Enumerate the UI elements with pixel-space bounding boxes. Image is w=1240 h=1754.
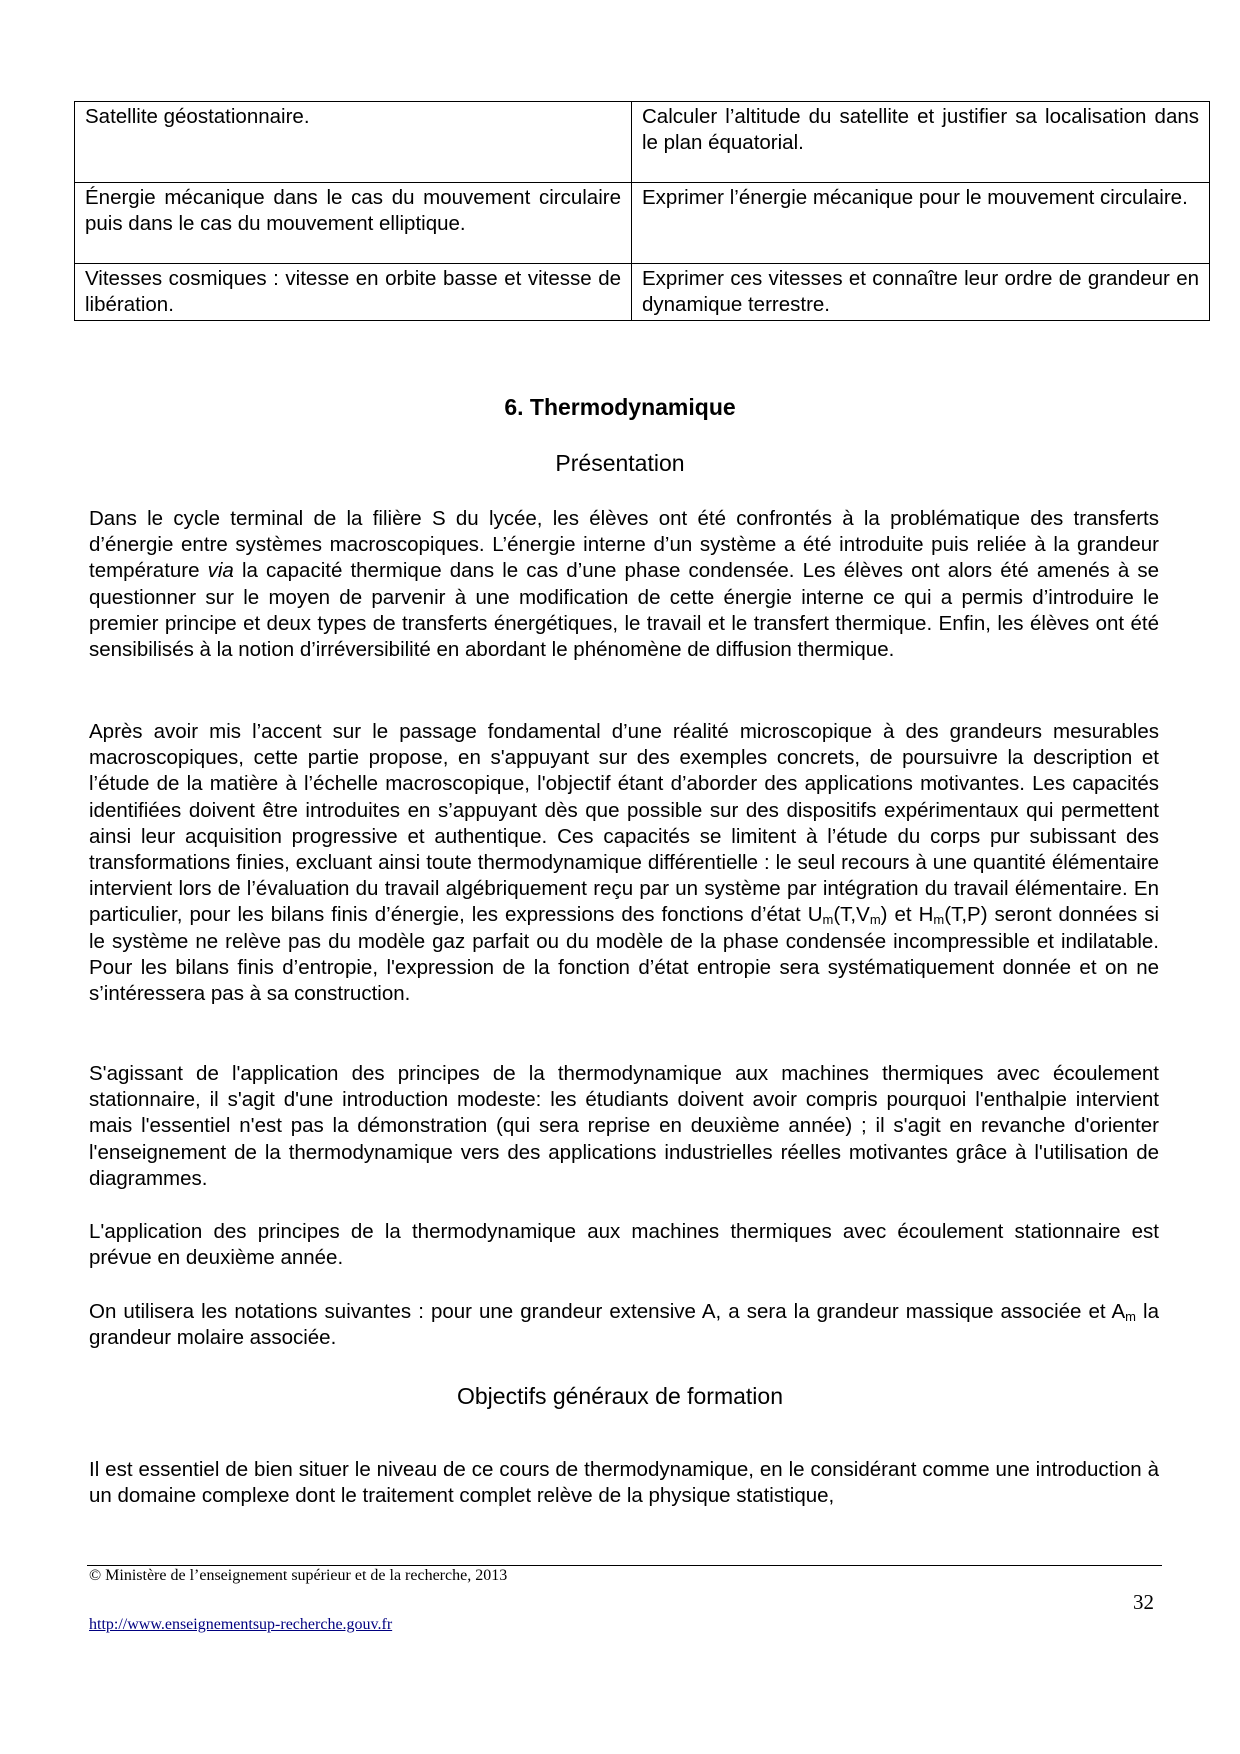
objectives-heading: Objectifs généraux de formation [456, 1383, 783, 1409]
presentation-heading: Présentation [555, 450, 685, 476]
paragraph-text: L'application des principes de la thermodynamique aux machines thermiques avec écoulement stationnaire est prévue en deuxième année. [89, 1220, 1159, 1270]
table-cell-capacity: Calculer l’altitude du satellite et justifier sa localisation dans le plan équatorial. [632, 102, 1210, 183]
paragraph-italic: via [207, 559, 234, 583]
table-cell-notion: Énergie mécanique dans le cas du mouvement circulaire puis dans le cas du mouvement elliptique. [75, 183, 632, 264]
paragraph-text: Après avoir mis l’accent sur le passage fondamental d’une réalité microscopique à des grandeurs mesurables macroscopiques, cette partie propose, en s'appuyant sur des exemples concrets, de poursuivre la description et l’étude de la matière à l’échelle macroscopique, l'objectif étant d’aborder des applications motivantes. Les capacités identifiées doivent être introduites en s’appuyant dès que possible sur des dispositifs expérimentaux qui permettent ainsi leur acquisition progressive et authentique. Ces capacités se limitent à l’étude du corps pur subissant des transformations finies, excluant ainsi toute thermodynamique différentielle : le seul recours à une quantité élémentaire intervient lors de l’évaluation du travail algébriquement reçu par un système par intégration du travail élémentaire. En particulier, pour les bilans finis d’énergie, les expressions des fonctions d’état U [89, 720, 1159, 927]
paragraph [89, 719, 1159, 1007]
paragraph [89, 1219, 1159, 1271]
table-cell-capacity: Exprimer l’énergie mécanique pour le mouvement circulaire. [632, 183, 1210, 264]
footer-copyright: © Ministère de l’enseignement supérieur et de la recherche, 2013 [89, 1567, 508, 1584]
footer-link[interactable]: http://www.enseignementsup-recherche.gouv.fr [89, 1616, 393, 1633]
subscript: m [869, 912, 881, 928]
table-cell-notion: Satellite géostationnaire. [75, 102, 632, 183]
paragraph [89, 1457, 1159, 1509]
paragraph [89, 1061, 1159, 1192]
section-title: 6. Thermodynamique [504, 394, 736, 420]
paragraph [89, 1299, 1159, 1351]
paragraph-text: On utilisera les notations suivantes : pour une grandeur extensive A, a sera la grandeur massique associée et A [89, 1300, 1126, 1323]
paragraph-text: Dans le cycle terminal de la filière S du lycée, les élèves ont été confrontés à la problématique des transferts d’énergie entre systèmes macroscopiques. L’énergie interne d’un système a été introduite puis reliée à la grandeur température [89, 507, 1159, 583]
subscript: m [822, 912, 834, 928]
subscript: m [1125, 1309, 1136, 1324]
paragraph-text: (T,P) seront données si le système ne relève pas du modèle gaz parfait ou du modèle de la phase condensée incompressible et indilatable. Pour les bilans finis d’entropie, l'expression de la fonction d’état entropie sera systématiquement donnée et on ne s’intéressera pas à sa construction. [89, 903, 1160, 1006]
paragraph [89, 506, 1159, 663]
paragraph-text: ) et H [880, 903, 934, 927]
paragraph-text: la capacité thermique dans le cas d’une phase condensée. Les élèves ont alors été amenés à se questionner sur le moyen de parvenir à une modification de cette énergie interne ce qui a permis d’introduire le premier principe et deux types de transferts énergétiques, le travail et le transfert thermique. Enfin, les élèves ont été sensibilisés à la notion d’irréversibilité en abordant le phénomène de diffusion thermique. [89, 559, 1159, 662]
table-row [75, 183, 1210, 264]
paragraph-text: la grandeur molaire associée. [89, 1300, 1159, 1350]
paragraph-text: S'agissant de l'application des principes de la thermodynamique aux machines thermiques avec écoulement stationnaire, il s'agit d'une introduction modeste: les étudiants doivent avoir compris pourquoi l'enthalpie intervient mais l'essentiel n'est pas la démonstration (qui sera reprise en deuxième année) ; il s'agit en revanche d'orienter l'enseignement de la thermodynamique vers des applications industrielles réelles motivantes grâce à l'utilisation de diagrammes. [89, 1062, 1159, 1190]
page-number: 32 [1133, 1590, 1154, 1614]
table-row [75, 102, 1210, 183]
capacities-table [74, 101, 1210, 321]
footer-divider [87, 1565, 1162, 1566]
subscript: m [933, 912, 945, 928]
table-cell-capacity: Exprimer ces vitesses et connaître leur ordre de grandeur en dynamique terrestre. [632, 264, 1210, 321]
table-cell-notion: Vitesses cosmiques : vitesse en orbite basse et vitesse de libération. [75, 264, 632, 321]
paragraph-text: Il est essentiel de bien situer le niveau de ce cours de thermodynamique, en le considérant comme une introduction à un domaine complexe dont le traitement complet relève de la physique statistique, [89, 1458, 1159, 1508]
paragraph-text: (T,V [833, 903, 870, 927]
table-row [75, 264, 1210, 321]
